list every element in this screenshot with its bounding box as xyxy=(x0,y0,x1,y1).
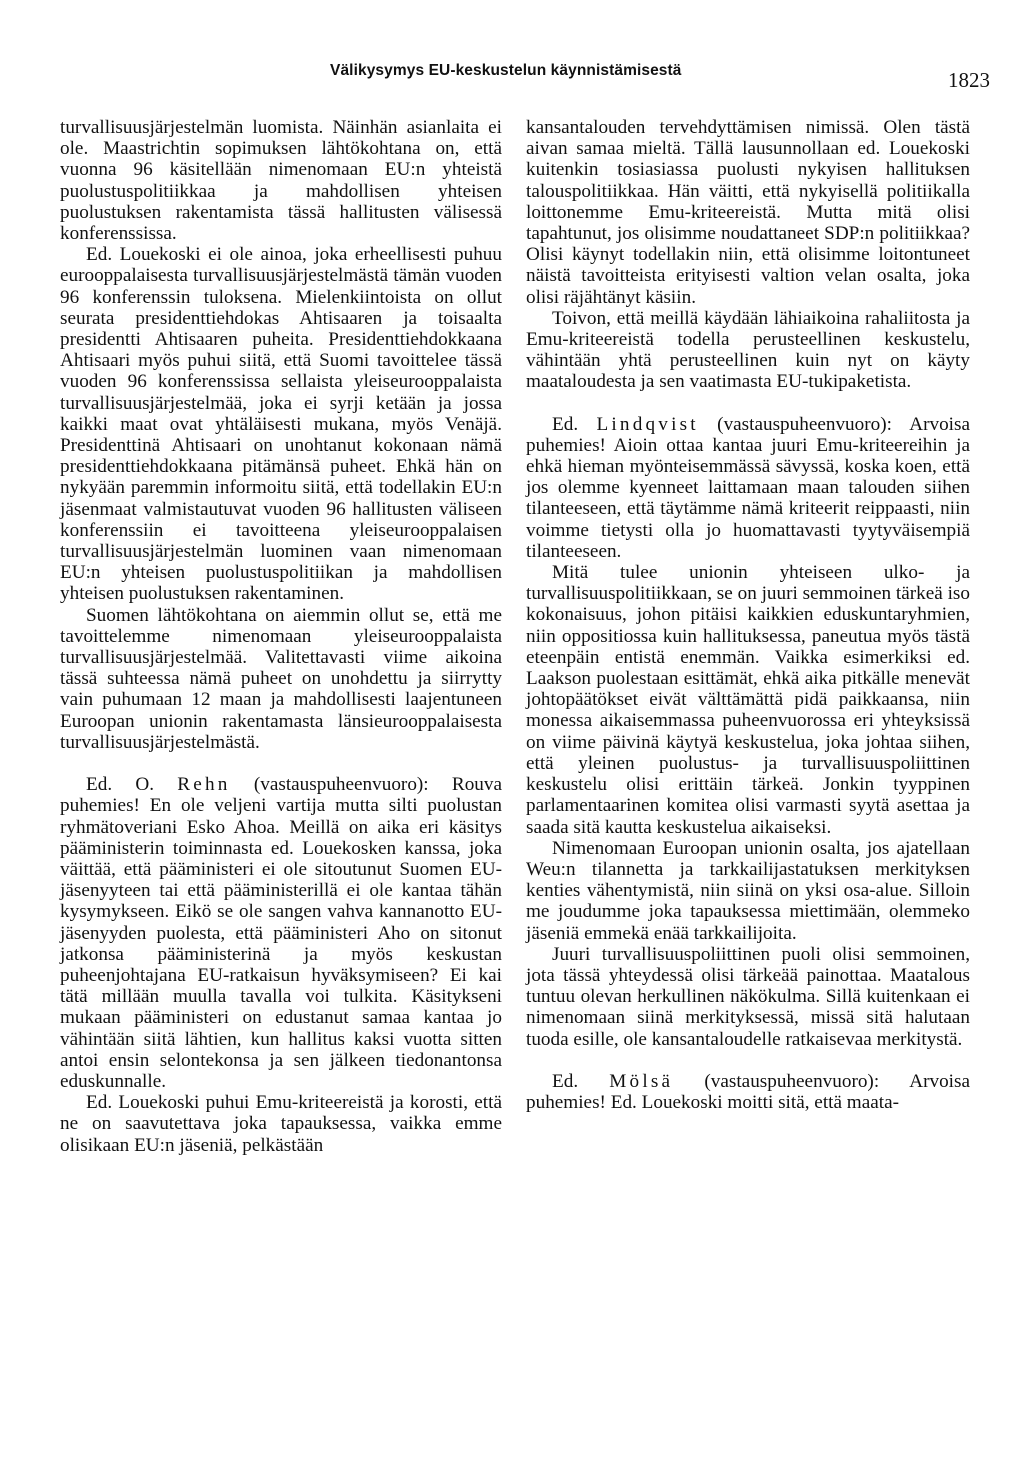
paragraph: Ed. Louekoski puhui Emu-kriteereistä ja korosti, että ne on saavutettava joka tapauksessa, vaikka emme olisikaan EU:n jäseniä, pelkästään xyxy=(60,1092,502,1156)
speaker-name: Rehn xyxy=(177,774,231,796)
paragraph: Suomen lähtökohtana on aiemmin ollut se, että me tavoittelemme nimenomaan yleiseurooppalaista turvallisuusjärjestelmää. Valitettavasti viime aikoina tässä suhteessa nämä puheet on unohdettu ja siirrytty vain puhumaan 12 maan ja mahdollisesti laajentuneen Euroopan unionin rakentamasta länsieurooppalaisesta turvallisuusjärjestelmästä. xyxy=(60,604,502,753)
speech-paragraph xyxy=(526,1071,970,1113)
right-column xyxy=(526,117,970,1113)
running-title: Välikysymys EU-keskustelun käynnistämisestä xyxy=(330,62,682,79)
paragraph: Nimenomaan Euroopan unionin osalta, jos ajatellaan Weu:n tilannetta ja tarkkailijastatuksen merkityksen kenties vähentymistä, niin siinä on yksi osa-alue. Silloin me joudumme joka tapauksessa miettimään, olemmeko jäseniä emmekä enää tarkkailijoita. xyxy=(526,837,970,944)
paragraph: Juuri turvallisuuspoliittinen puoli olisi semmoinen, jota tässä yhteydessä olisi tärkeää painottaa. Maatalous tuntuu olevan herkullinen näkökulma. Sillä kuitenkaan ei nimenomaan siinä merkityksessä, missä sitä halutaan tuoda esille, ole kansantaloudelle ratkaisevaa merkitystä. xyxy=(526,943,970,1050)
page-number: 1823 xyxy=(948,68,990,92)
speech-text: (vastauspuheenvuoro): Arvoisa puhemies! Ed. Louekoski moitti sitä, että maata- xyxy=(526,1070,970,1113)
speech-intro: Ed. O. xyxy=(86,774,178,796)
left-column xyxy=(60,117,502,1156)
speech-intro: Ed. xyxy=(552,413,597,435)
paragraph: kansantalouden tervehdyttämisen nimissä. Olen tästä aivan samaa mieltä. Tällä lausunnollaan ed. Louekoski kuitenkin tosiasiassa puolusti nykyisen hallituksen talouspolitiikkaa. Hän väitti, että nykyisellä politiikalla loittonemme Emu-kriteereistä. Mutta mitä olisi tapahtunut, jos olisimme noudattaneet SDP:n politiikkaa? Olisi käynyt todellakin niin, että olisimme loitontuneet näistä tavoitteista erityisesti valtion velan osalta, joka olisi räjähtänyt käsiin. xyxy=(526,117,970,308)
paragraph: turvallisuusjärjestelmän luomista. Näinhän asianlaita ei ole. Maastrichtin sopimuksen lähtökohtana on, että vuonna 96 käsitellään nimenomaan EU:n yhteistä puolustuspolitiikkaa ja mahdollisen yhteisen puolustuksen rakentamista tässä hallitusten välisessä konferenssissa. xyxy=(60,117,502,245)
paragraph: Ed. Louekoski ei ole ainoa, joka erheellisesti puhuu eurooppalaisesta turvallisuusjärjestelmästä tämän vuoden 96 konferenssin tuloksena. Mielenkiintoista on ollut seurata presidenttiehdokas Ahtisaaren ja toisaalta presidentti Ahtisaaren puheita. Presidenttiehdokkaana Ahtisaari myös puhui siitä, että Suomi tavoittelee tässä vuoden 96 konferenssissa sellaista yleiseurooppalaista turvallisuusjärjestelmää, joka ei syrji ketään ja jossa kaikki maat ovat yhtäläisesti mukana, myös Venäjä. Presidenttinä Ahtisaari on unohtanut kokonaan nämä presidenttiehdokkaana pitämänsä puheet. Ehkä hän on nykyään paremmin informoitu siitä, että todellakin EU:n jäsenmaat valmistautuvat vuoden 96 hallitusten väliseen konferenssiin ei tavoitteena yleiseurooppalaisen turvallisuusjärjestelmän luominen vaan nimenomaan EU:n yhteisen puolustuspolitiikan ja mahdollisen yhteisen puolustuksen rakentaminen. xyxy=(60,244,502,605)
speech-paragraph xyxy=(526,414,970,562)
paragraph: Toivon, että meillä käydään lähiaikoina rahaliitosta ja Emu-kriteereistä todella perusteellinen keskustelu, vähintään yhtä perusteellinen kuin nyt on käyty maataloudesta ja sen vaatimasta EU-tukipaketista. xyxy=(526,307,970,393)
paragraph: Mitä tulee unionin yhteiseen ulko- ja turvallisuuspolitiikkaan, se on juuri semmoinen tärkeä iso kokonaisuus, johon pitäisi kaikkien eduskuntaryhmien, niin oppositiossa kuin hallituksessa, paneutua myös tästä eteenpäin entistä enemmän. Vaikka esimerkiksi ed. Laakson puolestaan esittämät, ehkä aika pitkälle menevät johtopäätökset eivät välttämättä pidä paikkaansa, niin monessa aikaisemmassa puheenvuorossa eri yhteyksissä on viime päivinä käytyä keskustelua, joka johtaa siihen, että yleinen puolustus- ja turvallisuuspoliittinen keskustelu olisi erittäin tärkeä. Jonkin tyyppinen parlamentaarinen komitea olisi varmasti syytä asettaa ja saada sitä kautta keskustelua aikaiseksi. xyxy=(526,562,970,838)
speech-text: (vastauspuheenvuoro): Arvoisa puhemies! Aioin ottaa kantaa juuri Emu-kriteereihin ja ehkä hieman myönteisemmässä sävyssä, koska koen, että jos olemme kyenneet laittamaan maan talouden siihen tilanteeseen, että täytämme nämä kriteerit reippaasti, niin voimme tietysti olla jo huomattavasti tyytyväisempiä tilanteeseen. xyxy=(526,413,970,562)
speaker-name: Lindqvist xyxy=(596,413,699,435)
speech-paragraph xyxy=(60,774,502,1092)
speaker-name: Mölsä xyxy=(609,1070,674,1092)
speech-intro: Ed. xyxy=(552,1070,610,1092)
speech-text: (vastauspuheenvuoro): Rouva puhemies! En ole veljeni vartija mutta silti puolustan ryhmätoveriani Esko Ahoa. Meillä on aika eri käsitys pääministerin toiminnasta ed. Louekosken kanssa, joka väittää, että pääministeri ei ole sitoutunut Suomen EU-jäsenyyteen tai että pääministerillä ei ole kantaa tähän kysymykseen. Eikö se ole sangen vahva kannanotto EU-jäsenyyden puolesta, että pääministeri Aho on sitonut jatkonsa pääministerinä ja myös keskustan puheenjohtajana EU-ratkaisun hyväksymiseen? Ei kai tätä millään muulla tavalla voi tulkita. Käsitykseni mukaan pääministeri on edustanut samaa kantaa jo vähintään siitä lähtien, kun hallitus kaksi vuotta sitten antoi ensin selontekonsa ja sen jälkeen tiedonantonsa eduskunnalle. xyxy=(60,774,502,1092)
